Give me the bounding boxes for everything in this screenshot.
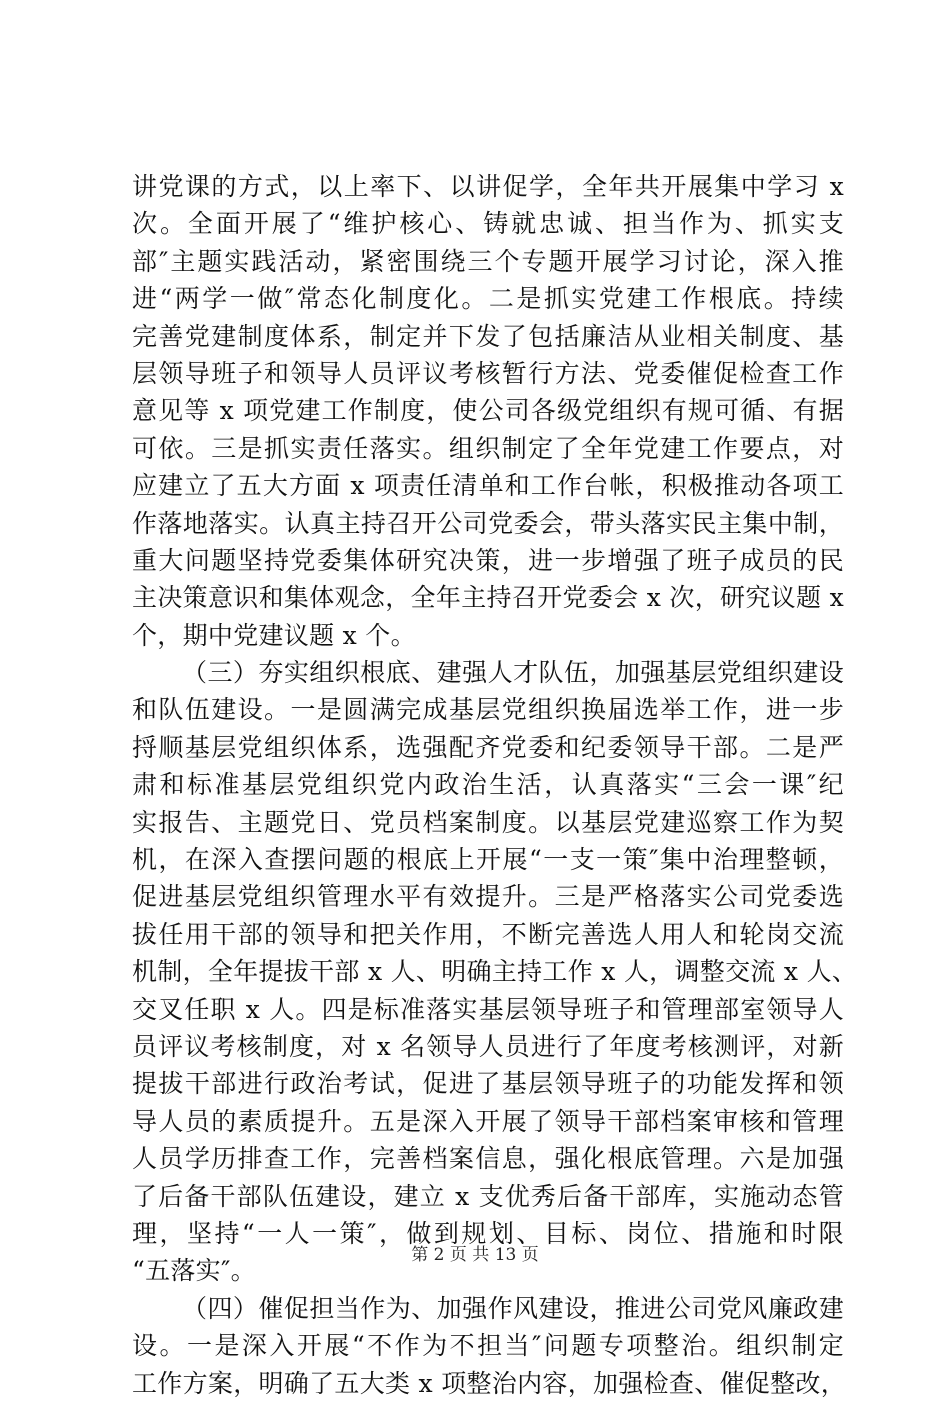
text-line: 个，期中党建议题 x 个。 xyxy=(132,620,416,650)
text-line: 进“两学一做″常态化制度化。二是抓实党建工作根底。持续 xyxy=(132,284,844,314)
section-heading-line: （四）催促担当作为、加强作风建设，推进公司党风廉政建 xyxy=(182,1293,844,1323)
text-line: 可依。三是抓实责任落实。组织制定了全年党建工作要点，对 xyxy=(132,433,844,463)
text-line: 和队伍建设。一是圆满完成基层党组织换届选举工作，进一步 xyxy=(132,695,844,725)
text-line: 重大问题坚持党委集体研究决策，进一步增强了班子成员的民 xyxy=(132,545,844,575)
text-line: 部″主题实践活动，紧密围绕三个专题开展学习讨论，深入推 xyxy=(132,246,844,276)
text-line: “五落实″。 xyxy=(132,1256,256,1286)
text-line: 了后备干部队伍建设，建立 x 支优秀后备干部库，实施动态管 xyxy=(132,1181,844,1211)
text-line: 主决策意识和集体观念，全年主持召开党委会 x 次，研究议题 x xyxy=(132,583,844,613)
text-line: 讲党课的方式，以上率下、以讲促学，全年共开展集中学习 x xyxy=(132,172,844,201)
page-number-footer: 第 2 页 共 13 页 xyxy=(411,1245,539,1265)
text-line: 机制，全年提拔干部 x 人、明确主持工作 x 人，调整交流 x 人、 xyxy=(132,957,858,987)
text-line: 次。全面开展了“维护核心、铸就忠诚、担当作为、抓实支 xyxy=(132,209,844,239)
text-line: 拔任用干部的领导和把关作用，不断完善选人用人和轮岗交流 xyxy=(132,919,844,949)
section-heading-line: （三）夯实组织根底、建强人才队伍，加强基层党组织建设 xyxy=(182,658,844,688)
text-line: 完善党建制度体系，制定并下发了包括廉洁从业相关制度、基 xyxy=(132,321,844,351)
text-line: 实报告、主题党日、党员档案制度。以基层党建巡察工作为契 xyxy=(132,807,844,837)
text-line: 捋顺基层党组织体系，选强配齐党委和纪委领导干部。二是严 xyxy=(132,732,844,762)
text-line: 人员学历排查工作，完善档案信息，强化根底管理。六是加强 xyxy=(132,1144,844,1174)
text-line: 员评议考核制度，对 x 名领导人员进行了年度考核测评，对新 xyxy=(132,1031,844,1061)
text-line: 促进基层党组织管理水平有效提升。三是严格落实公司党委选 xyxy=(132,882,844,912)
text-line: 理，坚持“一人一策″，做到规划、目标、岗位、措施和时限 xyxy=(132,1218,844,1248)
text-line: 应建立了五大方面 x 项责任清单和工作台帐，积极推动各项工 xyxy=(132,471,844,501)
text-line: 意见等 x 项党建工作制度，使公司各级党组织有规可循、有据 xyxy=(132,396,844,426)
text-line: 作落地落实。认真主持召开公司党委会，带头落实民主集中制， xyxy=(132,508,844,538)
text-line: 工作方案，明确了五大类 x 项整治内容，加强检查、催促整改， xyxy=(132,1368,846,1398)
text-line: 交叉任职 x 人。四是标准落实基层领导班子和管理部室领导人 xyxy=(132,994,844,1024)
text-line: 肃和标准基层党组织党内政治生活，认真落实“三会一课″纪 xyxy=(132,770,844,800)
text-line: 导人员的素质提升。五是深入开展了领导干部档案审核和管理 xyxy=(132,1106,844,1136)
text-line: 设。一是深入开展“不作为不担当″问题专项整治。组织制定 xyxy=(132,1331,844,1361)
body-text xyxy=(132,168,858,1402)
text-line: 机，在深入查摆问题的根底上开展“一支一策″集中治理整顿， xyxy=(132,845,844,875)
text-line: 提拔干部进行政治考试，促进了基层领导班子的功能发挥和领 xyxy=(132,1069,844,1099)
text-line: 层领导班子和领导人员评议考核暂行方法、党委催促检查工作 xyxy=(132,358,844,388)
